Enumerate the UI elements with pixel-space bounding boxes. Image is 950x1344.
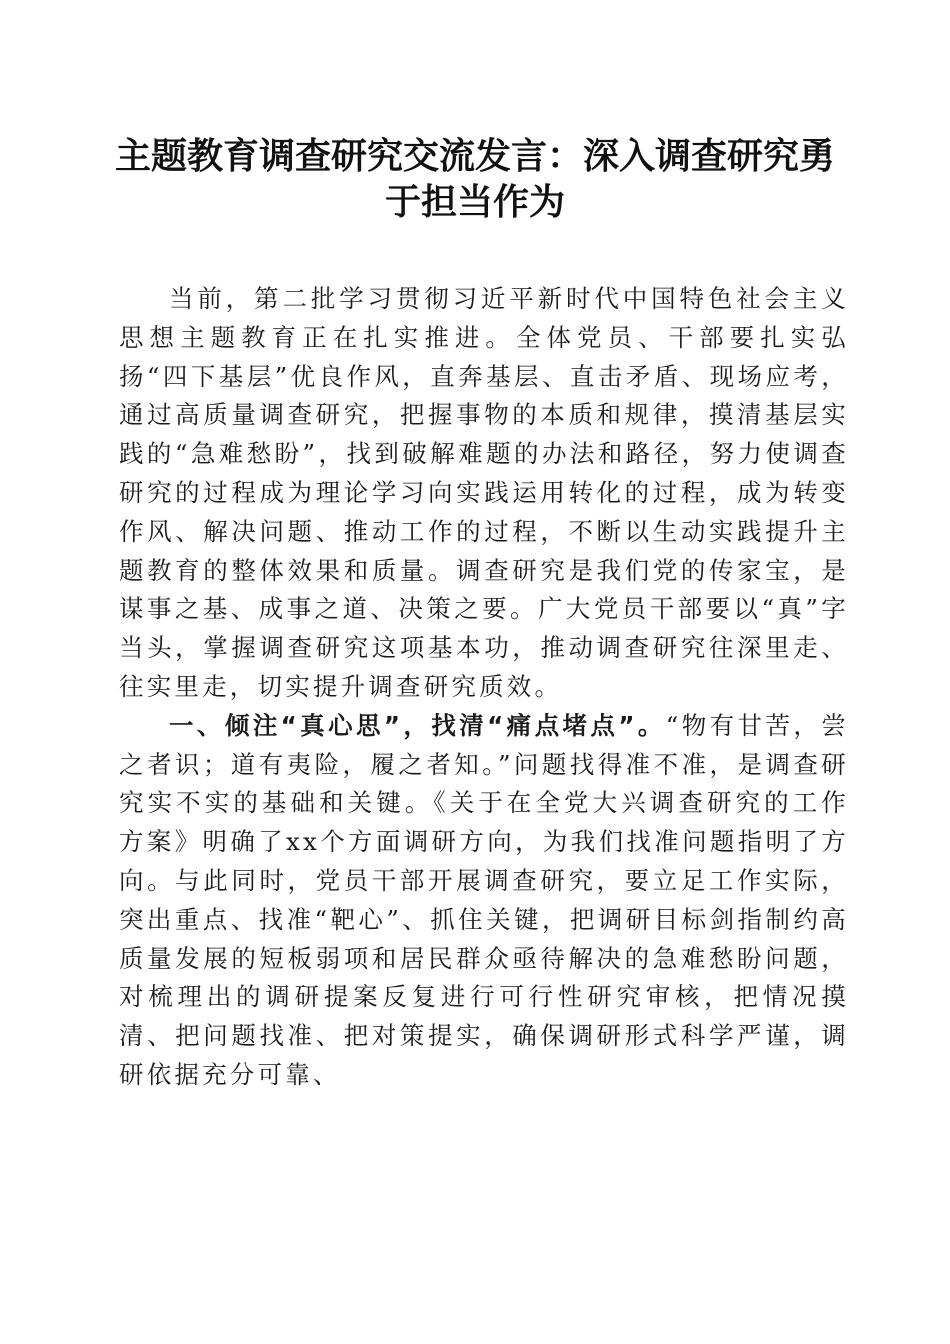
document-body [119, 280, 849, 1095]
paragraph-text: “物有甘苦，尝之者识；道有夷险，履之者知。”问题找得准不准，是调查研究实不实的基础和关键。《关于在全党大兴调查研究的工作方案》明确了xx个方面调研方向，为我们找准问题指明了方向。与此同时，党员干部开展调查研究，要立足工作实际，突出重点、找准“靶心”、抓住关键，把调研目标剑指制约高质量发展的短板弱项和居民群众亟待解决的急难愁盼问题，对梳理出的调研提案反复进行可行性研究审核，把情况摸清、把问题找准、把对策提实，确保调研形式科学严谨，调研依据充分可靠、 [119, 710, 849, 1089]
paragraph-text: 当前，第二批学习贯彻习近平新时代中国特色社会主义思想主题教育正在扎实推进。全体党员、干部要扎实弘扬“四下基层”优良作风，直奔基层、直击矛盾、现场应考，通过高质量调查研究，把握事物的本质和规律，摸清基层实践的“急难愁盼”，找到破解难题的办法和路径，努力使调查研究的过程成为理论学习向实践运用转化的过程，成为转变作风、解决问题、推动工作的过程，不断以生动实践提升主题教育的整体效果和质量。调查研究是我们党的传家宝，是谋事之基、成事之道、决策之要。广大党员干部要以“真”字当头，掌握调查研究这项基本功，推动调查研究往深里走、往实里走，切实提升调查研究质效。 [119, 284, 849, 701]
section-heading: 一、倾注“真心思”，找清“痛点堵点”。 [169, 710, 666, 740]
paragraph-section-one [119, 707, 849, 1095]
document-title: 主题教育调查研究交流发言：深入调查研究勇于担当作为 [114, 135, 835, 223]
paragraph-intro [119, 280, 849, 707]
